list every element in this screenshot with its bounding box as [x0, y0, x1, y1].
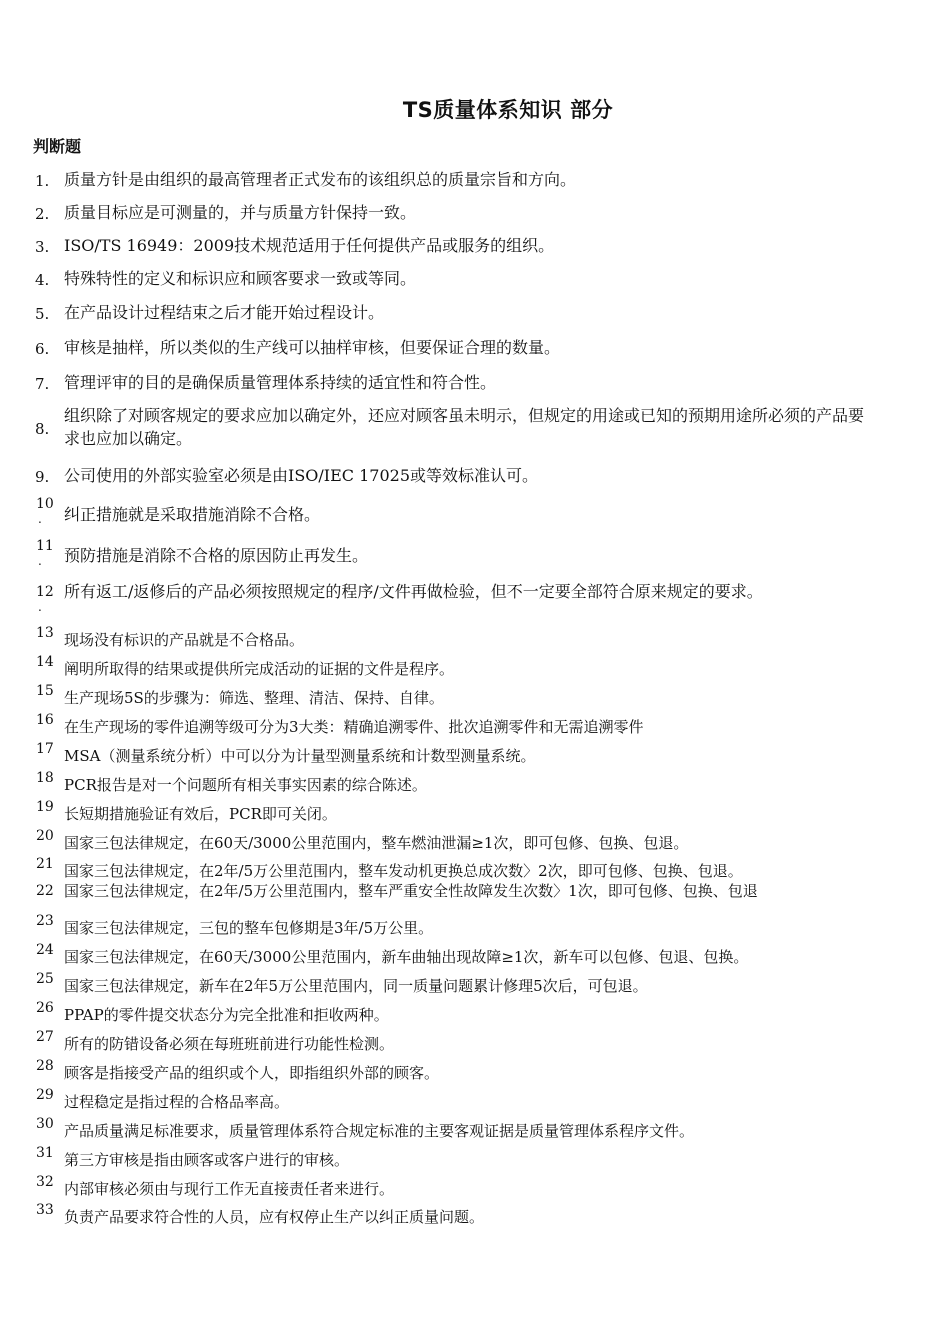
- item-text: 国家三包法律规定，新车在2年5万公里范围内，同一质量问题累计修理5次后，可包退。: [64, 977, 648, 995]
- item-number: 23: [36, 913, 54, 929]
- item-text: 特殊特性的定义和标识应和顾客要求一致或等同。: [64, 269, 417, 288]
- item-text: 内部审核必须由与现行工作无直接责任者来进行。: [64, 1180, 395, 1198]
- item-text: 审核是抽样，所以类似的生产线可以抽样审核，但要保证合理的数量。: [64, 338, 561, 357]
- item-text: 在生产现场的零件追溯等级可分为3大类：精确追溯零件、批次追溯零件和无需追溯零件: [64, 718, 644, 736]
- item-number: 27: [36, 1029, 54, 1045]
- item-text: PPAP的零件提交状态分为完全批准和拒收两种。: [64, 1006, 389, 1024]
- item-number: 9.: [35, 468, 50, 486]
- item-number: 16: [36, 712, 54, 728]
- item-text: 纠正措施就是采取措施消除不合格。: [64, 505, 321, 524]
- item-number: 25: [36, 971, 54, 987]
- item-number: 28: [36, 1058, 54, 1074]
- item-text: MSA（测量系统分析）中可以分为计量型测量系统和计数型测量系统。: [64, 747, 536, 765]
- item-text: 过程稳定是指过程的合格品率高。: [64, 1093, 290, 1111]
- item-text: 所有返工/返修后的产品必须按照规定的程序/文件再做检验，但不一定要全部符合原来规定的要求。: [64, 582, 763, 601]
- item-number: 20: [36, 828, 54, 844]
- item-text: 负责产品要求符合性的人员，应有权停止生产以纠正质量问题。: [64, 1208, 485, 1226]
- item-text: 国家三包法律规定，在60天/3000公里范围内，新车曲轴出现故障≥1次，新车可以包修、包退、包换。: [64, 948, 749, 966]
- item-number: 8.: [35, 420, 50, 438]
- item-text: 国家三包法律规定，三包的整车包修期是3年/5万公里。: [64, 919, 434, 937]
- document-title: TS质量体系知识 部分: [402, 98, 614, 122]
- item-number: 22: [36, 883, 54, 899]
- item-text: 公司使用的外部实验室必须是由ISO/IEC 17025或等效标准认可。: [64, 466, 539, 485]
- item-number: 12 .: [36, 584, 54, 614]
- item-number: 30: [36, 1116, 54, 1132]
- item-text: 阐明所取得的结果或提供所完成活动的证据的文件是程序。: [64, 660, 455, 678]
- item-number: 18: [36, 770, 54, 786]
- item-number: 1.: [35, 172, 50, 190]
- item-number: 2.: [35, 205, 50, 223]
- section-heading: 判断题: [33, 137, 82, 156]
- item-text: 国家三包法律规定，在2年/5万公里范围内，整车严重安全性故障发生次数〉1次，即可包修、包换、包退: [64, 882, 758, 900]
- item-text: 国家三包法律规定，在2年/5万公里范围内，整车发动机更换总成次数〉2次，即可包修、包换、包退。: [64, 862, 743, 880]
- item-text: ISO/TS 16949：2009技术规范适用于任何提供产品或服务的组织。: [64, 236, 555, 255]
- item-text: 产品质量满足标准要求，质量管理体系符合规定标准的主要客观证据是质量管理体系程序文件。: [64, 1122, 695, 1140]
- item-text: 生产现场5S的步骤为：筛选、整理、清洁、保持、自律。: [64, 689, 444, 707]
- item-number: 7.: [35, 375, 50, 393]
- item-number: 13: [36, 625, 54, 641]
- item-text: 管理评审的目的是确保质量管理体系持续的适宜性和符合性。: [64, 373, 497, 392]
- item-number: 3.: [35, 238, 50, 256]
- item-text: 组织除了对顾客规定的要求应加以确定外，还应对顾客虽未明示，但规定的用途或已知的预期用途所必须的产品要求也应加以确定。: [64, 406, 865, 448]
- item-number: 14: [36, 654, 54, 670]
- item-number: 24: [36, 942, 54, 958]
- item-number: 32: [36, 1174, 54, 1190]
- item-number: 26: [36, 1000, 54, 1016]
- item-text: 国家三包法律规定，在60天/3000公里范围内，整车燃油泄漏≥1次，即可包修、包换、包退。: [64, 834, 689, 852]
- item-number: 29: [36, 1087, 54, 1103]
- item-text: 现场没有标识的产品就是不合格品。: [64, 631, 305, 649]
- item-text: 质量目标应是可测量的，并与质量方针保持一致。: [64, 203, 417, 222]
- item-text: 在产品设计过程结束之后才能开始过程设计。: [64, 303, 385, 322]
- item-text: 所有的防错设备必须在每班班前进行功能性检测。: [64, 1035, 395, 1053]
- item-number: 33: [36, 1202, 54, 1218]
- item-text: 质量方针是由组织的最高管理者正式发布的该组织总的质量宗旨和方向。: [64, 170, 577, 189]
- item-number: 19: [36, 799, 54, 815]
- item-number: 4.: [35, 271, 50, 289]
- item-text: 长短期措施验证有效后，PCR即可关闭。: [64, 805, 337, 823]
- item-number: 21: [36, 856, 54, 872]
- item-text: 第三方审核是指由顾客或客户进行的审核。: [64, 1151, 350, 1169]
- item-number: 6.: [35, 340, 50, 358]
- item-number: 5.: [35, 305, 50, 323]
- item-text: PCR报告是对一个问题所有相关事实因素的综合陈述。: [64, 776, 427, 794]
- item-text: 顾客是指接受产品的组织或个人，即指组织外部的顾客。: [64, 1064, 440, 1082]
- item-number: 15: [36, 683, 54, 699]
- item-text: 预防措施是消除不合格的原因防止再发生。: [64, 546, 369, 565]
- item-number: 10 .: [36, 496, 54, 526]
- item-number: 11 .: [36, 538, 54, 568]
- item-number: 17: [36, 741, 54, 757]
- item-number: 31: [36, 1145, 54, 1161]
